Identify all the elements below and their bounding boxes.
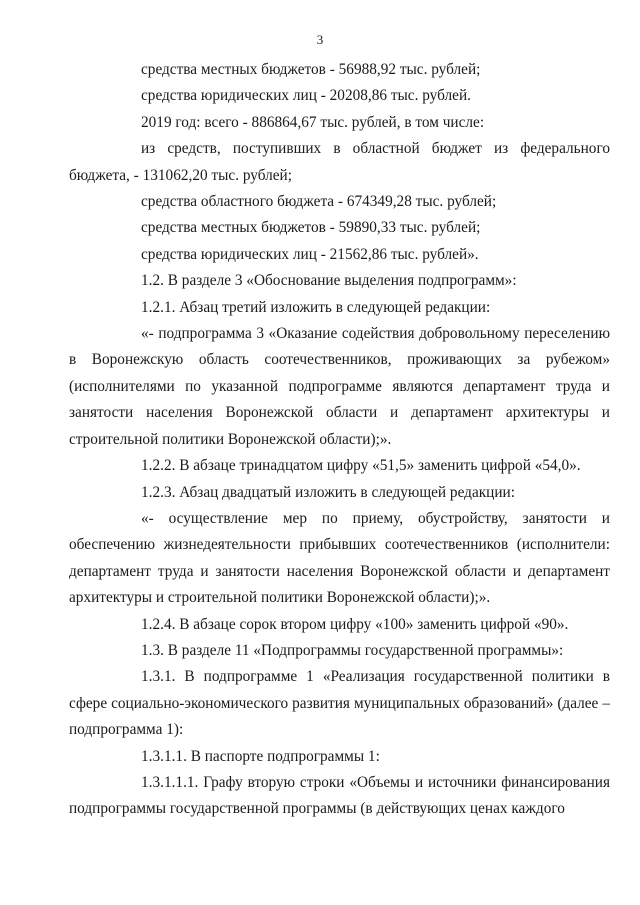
paragraph-section-1-2: 1.2. В разделе 3 «Обоснование выделения подпрограмм»:	[141, 272, 517, 290]
paragraph-section-1-3: 1.3. В разделе 11 «Подпрограммы государственной программы»:	[141, 641, 564, 659]
paragraph-local-budgets-2018: средства местных бюджетов - 56988,92 тыс. рублей;	[141, 61, 481, 78]
paragraph-compatriots-quote: «- осуществление мер по приему, обустройству, занятости и обеспечению жизнедеятельности прибывших соотечественников (исполнители: департамент труда и занятости населения Воронежской области и департамент архитектуры и строительной политики Воронежской области);».	[69, 509, 610, 607]
page-number: 3	[316, 32, 324, 47]
paragraph-local-budgets-2019: средства местных бюджетов - 59890,33 тыс. рублей;	[141, 219, 481, 237]
paragraph-section-1-3-1-1-1: 1.3.1.1.1. Графу вторую строки «Объемы и источники финансирования подпрограммы государственной программы (в действующих ценах каждого	[69, 773, 610, 818]
paragraph-section-1-2-4: 1.2.4. В абзаце сорок втором цифру «100» заменить цифрой «90».	[141, 615, 569, 633]
paragraph-legal-entities-2018: средства юридических лиц - 20208,86 тыс. рублей.	[141, 87, 471, 105]
paragraph-subprogram-3-quote: «- подпрограмма 3 «Оказание содействия добровольному переселению в Воронежскую область соотечественников, проживающих за рубежом» (исполнителями по указанной подпрограмме являются департамент труда и занятости населения Воронежской области и департамент архитектуры и строительной политики Воронежской области);».	[69, 325, 610, 448]
document-body	[69, 57, 610, 823]
paragraph-section-1-3-1-1: 1.3.1.1. В паспорте подпрограммы 1:	[141, 747, 380, 765]
paragraph-federal-funds-2019: из средств, поступивших в областной бюджет из федерального бюджета, - 131062,20 тыс. рублей;	[69, 140, 610, 184]
paragraph-legal-entities-2019: средства юридических лиц - 21562,86 тыс. рублей».	[141, 245, 479, 263]
paragraph-2019-total: 2019 год: всего - 886864,67 тыс. рублей, в том числе:	[141, 113, 485, 131]
paragraph-section-1-2-2: 1.2.2. В абзаце тринадцатом цифру «51,5» заменить цифрой «54,0».	[141, 457, 581, 475]
paragraph-section-1-3-1: 1.3.1. В подпрограмме 1 «Реализация государственной политики в сфере социально-экономического развития муниципальных образований» (далее – подпрограмма 1):	[69, 668, 610, 739]
paragraph-section-1-2-3: 1.2.3. Абзац двадцатый изложить в следующей редакции:	[141, 483, 515, 501]
paragraph-section-1-2-1: 1.2.1. Абзац третий изложить в следующей редакции:	[141, 298, 491, 316]
paragraph-regional-budget-2019: средства областного бюджета - 674349,28 тыс. рублей;	[141, 193, 497, 211]
